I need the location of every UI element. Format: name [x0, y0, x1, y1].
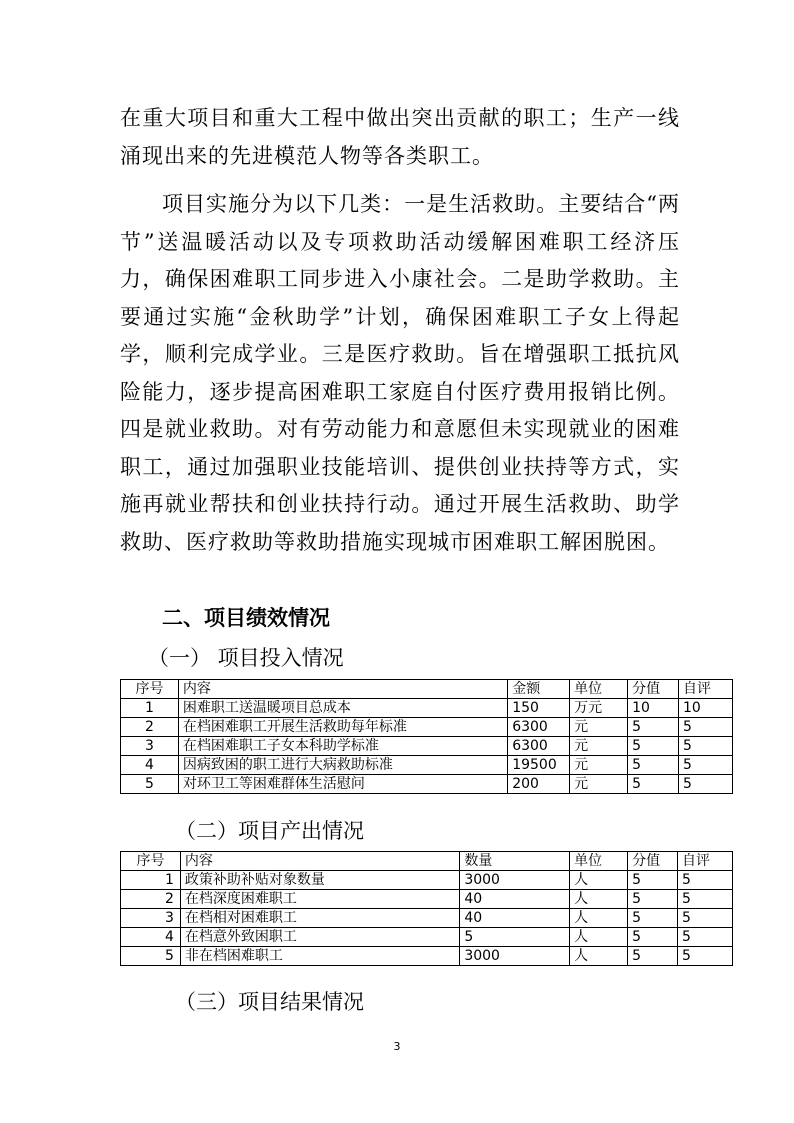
paragraph-1: 在重大项目和重大工程中做出突出贡献的职工；生产一线涌现出来的先进模范人物等各类职工。	[120, 106, 680, 168]
table-cell: 3	[121, 909, 181, 928]
table-cell: 5	[678, 871, 733, 890]
table-cell: 5	[121, 775, 179, 794]
output-table	[120, 851, 733, 966]
table-cell: 3000	[460, 947, 570, 966]
table-cell: 5	[679, 737, 733, 756]
table-cell: 6300	[508, 737, 570, 756]
table-cell: 200	[508, 775, 570, 794]
page-number: 3	[393, 1040, 401, 1053]
table-row	[121, 928, 733, 947]
header-cell: 分值	[628, 852, 678, 871]
table-cell: 5	[679, 775, 733, 794]
header-cell: 单位	[570, 852, 628, 871]
header-cell: 序号	[121, 680, 179, 699]
table-cell: 政策补助补贴对象数量	[180, 871, 459, 890]
input-table	[120, 679, 733, 794]
table-cell: 在档深度困难职工	[180, 890, 459, 909]
table-cell: 元	[570, 756, 628, 775]
table-cell: 在档意外致困职工	[180, 928, 459, 947]
table-cell: 5	[628, 928, 678, 947]
table-cell: 非在档困难职工	[180, 947, 459, 966]
header-cell: 单位	[570, 680, 628, 699]
table-cell: 5	[628, 737, 679, 756]
table-cell: 人	[570, 890, 628, 909]
section-heading-performance: 二、项目绩效情况	[162, 606, 330, 630]
table-cell: 5	[628, 947, 678, 966]
table-cell: 1	[121, 699, 179, 718]
table-cell: 40	[460, 890, 570, 909]
header-cell: 序号	[121, 852, 181, 871]
table-cell: 5	[628, 775, 679, 794]
table-cell: 5	[460, 928, 570, 947]
table-cell: 在档相对困难职工	[180, 909, 459, 928]
paragraph-2: 项目实施分为以下几类：一是生活救助。主要结合“两节”送温暖活动以及专项救助活动缓解困难职工经济压力，确保困难职工同步进入小康社会。二是助学救助。主要通过实施“金秋助学”计划，确保困难职工子女上得起学，顺利完成学业。三是医疗救助。旨在增强职工抵抗风险能力，逐步提高困难职工家庭自付医疗费用报销比例。四是就业救助。对有劳动能力和意愿但未实现就业的困难职工，通过加强职业技能培训、提供创业扶持等方式，实施再就业帮扶和创业扶持行动。通过开展生活救助、助学救助、医疗救助等救助措施实现城市困难职工解困脱困。	[120, 192, 680, 554]
table-cell: 6300	[508, 718, 570, 737]
table-cell: 40	[460, 909, 570, 928]
header-cell: 内容	[178, 680, 507, 699]
table-cell: 1	[121, 871, 181, 890]
table-cell: 5	[679, 756, 733, 775]
table-cell: 2	[121, 718, 179, 737]
table-row	[121, 718, 733, 737]
table-header-row	[121, 852, 733, 871]
table-cell: 5	[628, 909, 678, 928]
header-cell: 自评	[678, 852, 733, 871]
table-row	[121, 756, 733, 775]
table-cell: 元	[570, 775, 628, 794]
table-row	[121, 909, 733, 928]
table-cell: 4	[121, 756, 179, 775]
table-row	[121, 737, 733, 756]
table-cell: 5	[628, 756, 679, 775]
table-cell: 5	[679, 718, 733, 737]
table-cell: 5	[678, 928, 733, 947]
table-cell: 人	[570, 928, 628, 947]
table-cell: 人	[570, 947, 628, 966]
table-cell: 150	[508, 699, 570, 718]
table-cell: 4	[121, 928, 181, 947]
subsection-heading-input: （一） 项目投入情况	[148, 646, 344, 670]
header-cell: 自评	[679, 680, 733, 699]
subsection-heading-output: （二）项目产出情况	[175, 819, 364, 843]
table-row	[121, 775, 733, 794]
table-cell: 3	[121, 737, 179, 756]
header-cell: 分值	[628, 680, 679, 699]
table-cell: 5	[628, 871, 678, 890]
table-cell: 5	[628, 890, 678, 909]
subsection-heading-results: （三）项目结果情况	[175, 990, 364, 1014]
table-cell: 10	[679, 699, 733, 718]
table-cell: 5	[628, 718, 679, 737]
table-cell: 元	[570, 718, 628, 737]
table-row	[121, 890, 733, 909]
table-cell: 2	[121, 890, 181, 909]
header-cell: 数量	[460, 852, 570, 871]
table-row	[121, 699, 733, 718]
table-cell: 人	[570, 909, 628, 928]
table-cell: 19500	[508, 756, 570, 775]
table-cell: 在档困难职工开展生活救助每年标准	[178, 718, 507, 737]
table-cell: 3000	[460, 871, 570, 890]
table-cell: 10	[628, 699, 679, 718]
table-cell: 对环卫工等困难群体生活慰问	[178, 775, 507, 794]
table-row	[121, 871, 733, 890]
table-cell: 5	[678, 947, 733, 966]
table-cell: 5	[678, 909, 733, 928]
header-cell: 金额	[508, 680, 570, 699]
table-cell: 因病致困的职工进行大病救助标准	[178, 756, 507, 775]
table-cell: 元	[570, 737, 628, 756]
header-cell: 内容	[180, 852, 459, 871]
table-cell: 人	[570, 871, 628, 890]
table-row	[121, 947, 733, 966]
table-cell: 在档困难职工子女本科助学标准	[178, 737, 507, 756]
table-cell: 5	[121, 947, 181, 966]
table-cell: 困难职工送温暖项目总成本	[178, 699, 507, 718]
table-cell: 5	[678, 890, 733, 909]
table-cell: 万元	[570, 699, 628, 718]
table-header-row	[121, 680, 733, 699]
